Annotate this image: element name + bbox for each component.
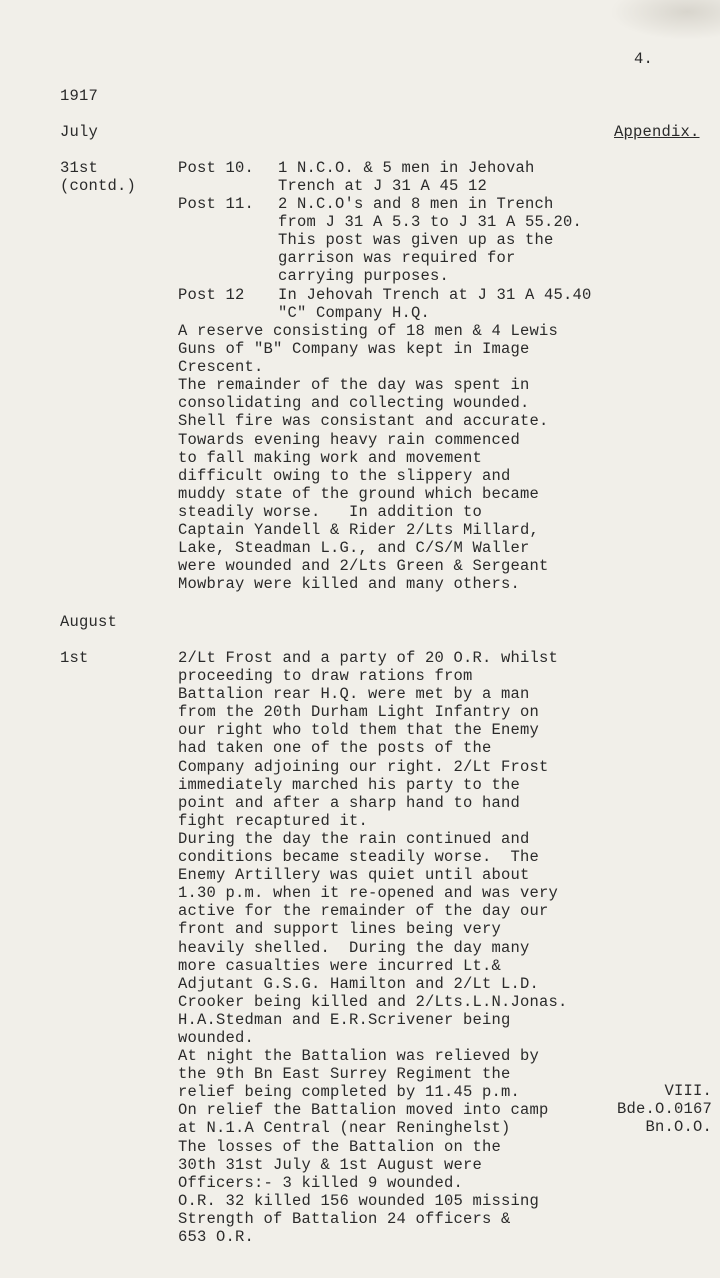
- post-10-text: 1 N.C.O. & 5 men in Jehovah Trench at J 31 A 45 12: [278, 159, 535, 196]
- page-number: 4.: [634, 50, 654, 68]
- paper-stain: [610, 0, 720, 40]
- july-31-narrative: A reserve consisting of 18 men & 4 Lewis Guns of "B" Company was kept in Image Crescent. The remainder of the day was spent in consolidating and collecting wounded. Shell fire was consistant and accurate. Towards evening heavy rain commenced to fall making work and movement difficult owing to the slippery and muddy state of the ground which became steadily worse. In addition to Captain Yandell & Rider 2/Lts Millard, Lake, Steadman L.G., and C/S/M Waller were wounded and 2/Lts Green & Sergeant Mowbray were killed and many others.: [178, 322, 559, 594]
- appendix-label: Appendix.: [614, 123, 700, 141]
- post-12-text: In Jehovah Trench at J 31 A 45.40 "C" Company H.Q.: [278, 286, 592, 323]
- post-11-label: Post 11.: [178, 195, 255, 213]
- side-references: VIII. Bde.O.0167 Bn.O.O.: [616, 1082, 712, 1137]
- date-1st: 1st: [60, 649, 89, 667]
- post-12-label: Post 12: [178, 286, 245, 304]
- august-1-narrative: 2/Lt Frost and a party of 20 O.R. whilst proceeding to draw rations from Battalion rear H.Q. were met by a man from the 20th Durham Light Infantry on our right who told them that the Enemy had taken one of the posts of the Company adjoining our right. 2/Lt Frost immediately marched his party to the point and after a sharp hand to hand fight recaptured it. During the day the rain continued and conditions became steadily worse. The Enemy Artillery was quiet until about 1.30 p.m. when it re-opened and was very active for the remainder of the day our front and support lines being very heavily shelled. During the day many more casualties were incurred Lt.& Adjutant G.S.G. Hamilton and 2/Lt L.D. Crooker being killed and 2/Lts.L.N.Jonas. H.A.Stedman and E.R.Scrivener being wounded. At night the Battalion was relieved by the 9th Bn East Surrey Regiment the relief being completed by 11.45 p.m. On relief the Battalion moved into camp at N.1.A Central (near Reninghelst) The losses of the Battalion on the 30th 31st July & 1st August were Officers:- 3 killed 9 wounded. O.R. 32 killed 156 wounded 105 missing Strength of Battalion 24 officers & 653 O.R.: [178, 649, 568, 1246]
- month-august: August: [60, 613, 118, 631]
- year-heading: 1917: [60, 87, 99, 105]
- post-10-label: Post 10.: [178, 159, 255, 177]
- date-31st-contd: 31st (contd.): [60, 159, 137, 196]
- post-11-text: 2 N.C.O's and 8 men in Trench from J 31 A 5.3 to J 31 A 55.20. This post was given up as the garrison was required for carrying purposes.: [278, 195, 583, 286]
- month-july: July: [60, 123, 99, 141]
